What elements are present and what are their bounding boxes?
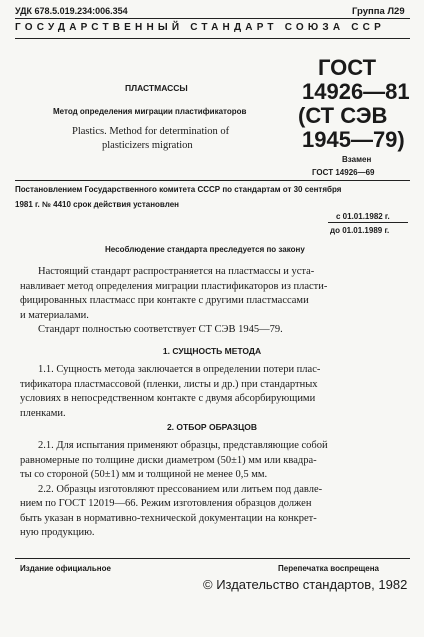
section-2-body bbox=[20, 439, 408, 541]
standard-banner: ГОСУДАРСТВЕННЫЙ СТАНДАРТ СОЮЗА ССР bbox=[15, 22, 385, 33]
sev-number: 1945—79) bbox=[302, 127, 405, 152]
group-code: Группа Л29 bbox=[352, 6, 405, 17]
section-2-line: нием по ГОСТ 12019—66. Режим изготовления образцов должен bbox=[20, 498, 312, 509]
sev-label: (СТ СЭВ bbox=[298, 103, 388, 128]
method-title-en-1: Plastics. Method for determination of bbox=[72, 126, 230, 137]
gost-label: ГОСТ bbox=[318, 55, 377, 80]
replaces-value: ГОСТ 14926—69 bbox=[312, 168, 375, 177]
section-1-line: пленками. bbox=[20, 407, 66, 419]
header-rule-bottom bbox=[15, 38, 410, 39]
official-edition: Издание официальное bbox=[20, 564, 111, 573]
footer-rule bbox=[15, 558, 410, 559]
decree-line-1: Постановлением Государственного комитета СССР по стандартам от 30 сентября bbox=[15, 185, 342, 194]
section-2-line: 2.2. Образцы изготовляют прессованием или литьем под давле- bbox=[38, 483, 323, 495]
section-2-line: равномерные по толщине диски диаметром (50±1) мм или квадра- bbox=[20, 454, 317, 466]
intro-line: навливает метод определения миграции пластификаторов из пласти- bbox=[20, 280, 328, 292]
intro-paragraph bbox=[20, 265, 408, 338]
validity-from: с 01.01.1982 г. bbox=[336, 212, 390, 221]
section-2-line: 2.1. Для испытания применяют образцы, представляющие собой bbox=[38, 440, 328, 451]
intro-line: фицированных пластмасс при контакте с другими пластмассами bbox=[20, 295, 309, 306]
section-1-line: 1.1. Сущность метода заключается в определении потери плас- bbox=[38, 364, 321, 375]
subject-title: ПЛАСТМАССЫ bbox=[125, 83, 188, 93]
decree-line-2: 1981 г. № 4410 срок действия установлен bbox=[15, 200, 179, 209]
section-2-line: ную продукцию. bbox=[20, 527, 95, 538]
validity-to: до 01.01.1989 г. bbox=[330, 226, 390, 235]
udk-code: УДК 678.5.019.234:006.354 bbox=[15, 6, 128, 16]
intro-line: Настоящий стандарт распространяется на пластмассы и уста- bbox=[38, 266, 315, 277]
method-title-en-2: plasticizers migration bbox=[102, 140, 193, 151]
legal-warning: Несоблюдение стандарта преследуется по закону bbox=[105, 245, 305, 254]
section-2-line: ты со стороной (50±1) мм и толщиной не менее 0,5 мм. bbox=[20, 469, 268, 480]
reprint-notice: Перепечатка воспрещена bbox=[278, 564, 379, 573]
header-rule-top bbox=[15, 18, 410, 19]
compliance-line: Стандарт полностью соответствует СТ СЭВ 1945—79. bbox=[38, 324, 283, 335]
section-1-body bbox=[20, 363, 408, 421]
section-1-line: условиях в непосредственном контакте с двумя абсорбирующими bbox=[20, 393, 316, 404]
intro-line: и материалами. bbox=[20, 309, 89, 321]
section-2-title: 2. ОТБОР ОБРАЗЦОВ bbox=[166, 422, 258, 432]
copyright-line: © Издательство стандартов, 1982 bbox=[203, 577, 408, 592]
section-1-line: тификатора пластмассовой (пленки, листы и др.) при стандартных bbox=[20, 378, 318, 390]
gost-number: 14926—81 bbox=[302, 79, 410, 104]
section-2-line: быть указан в нормативно-технической документации на конкрет- bbox=[20, 512, 317, 524]
replaces-label: Взамен bbox=[342, 155, 372, 164]
section-1-title: 1. СУЩНОСТЬ МЕТОДА bbox=[162, 346, 262, 356]
title-rule bbox=[15, 180, 410, 181]
method-title-ru: Метод определения миграции пластификаторов bbox=[53, 107, 247, 116]
validity-divider bbox=[328, 222, 408, 223]
